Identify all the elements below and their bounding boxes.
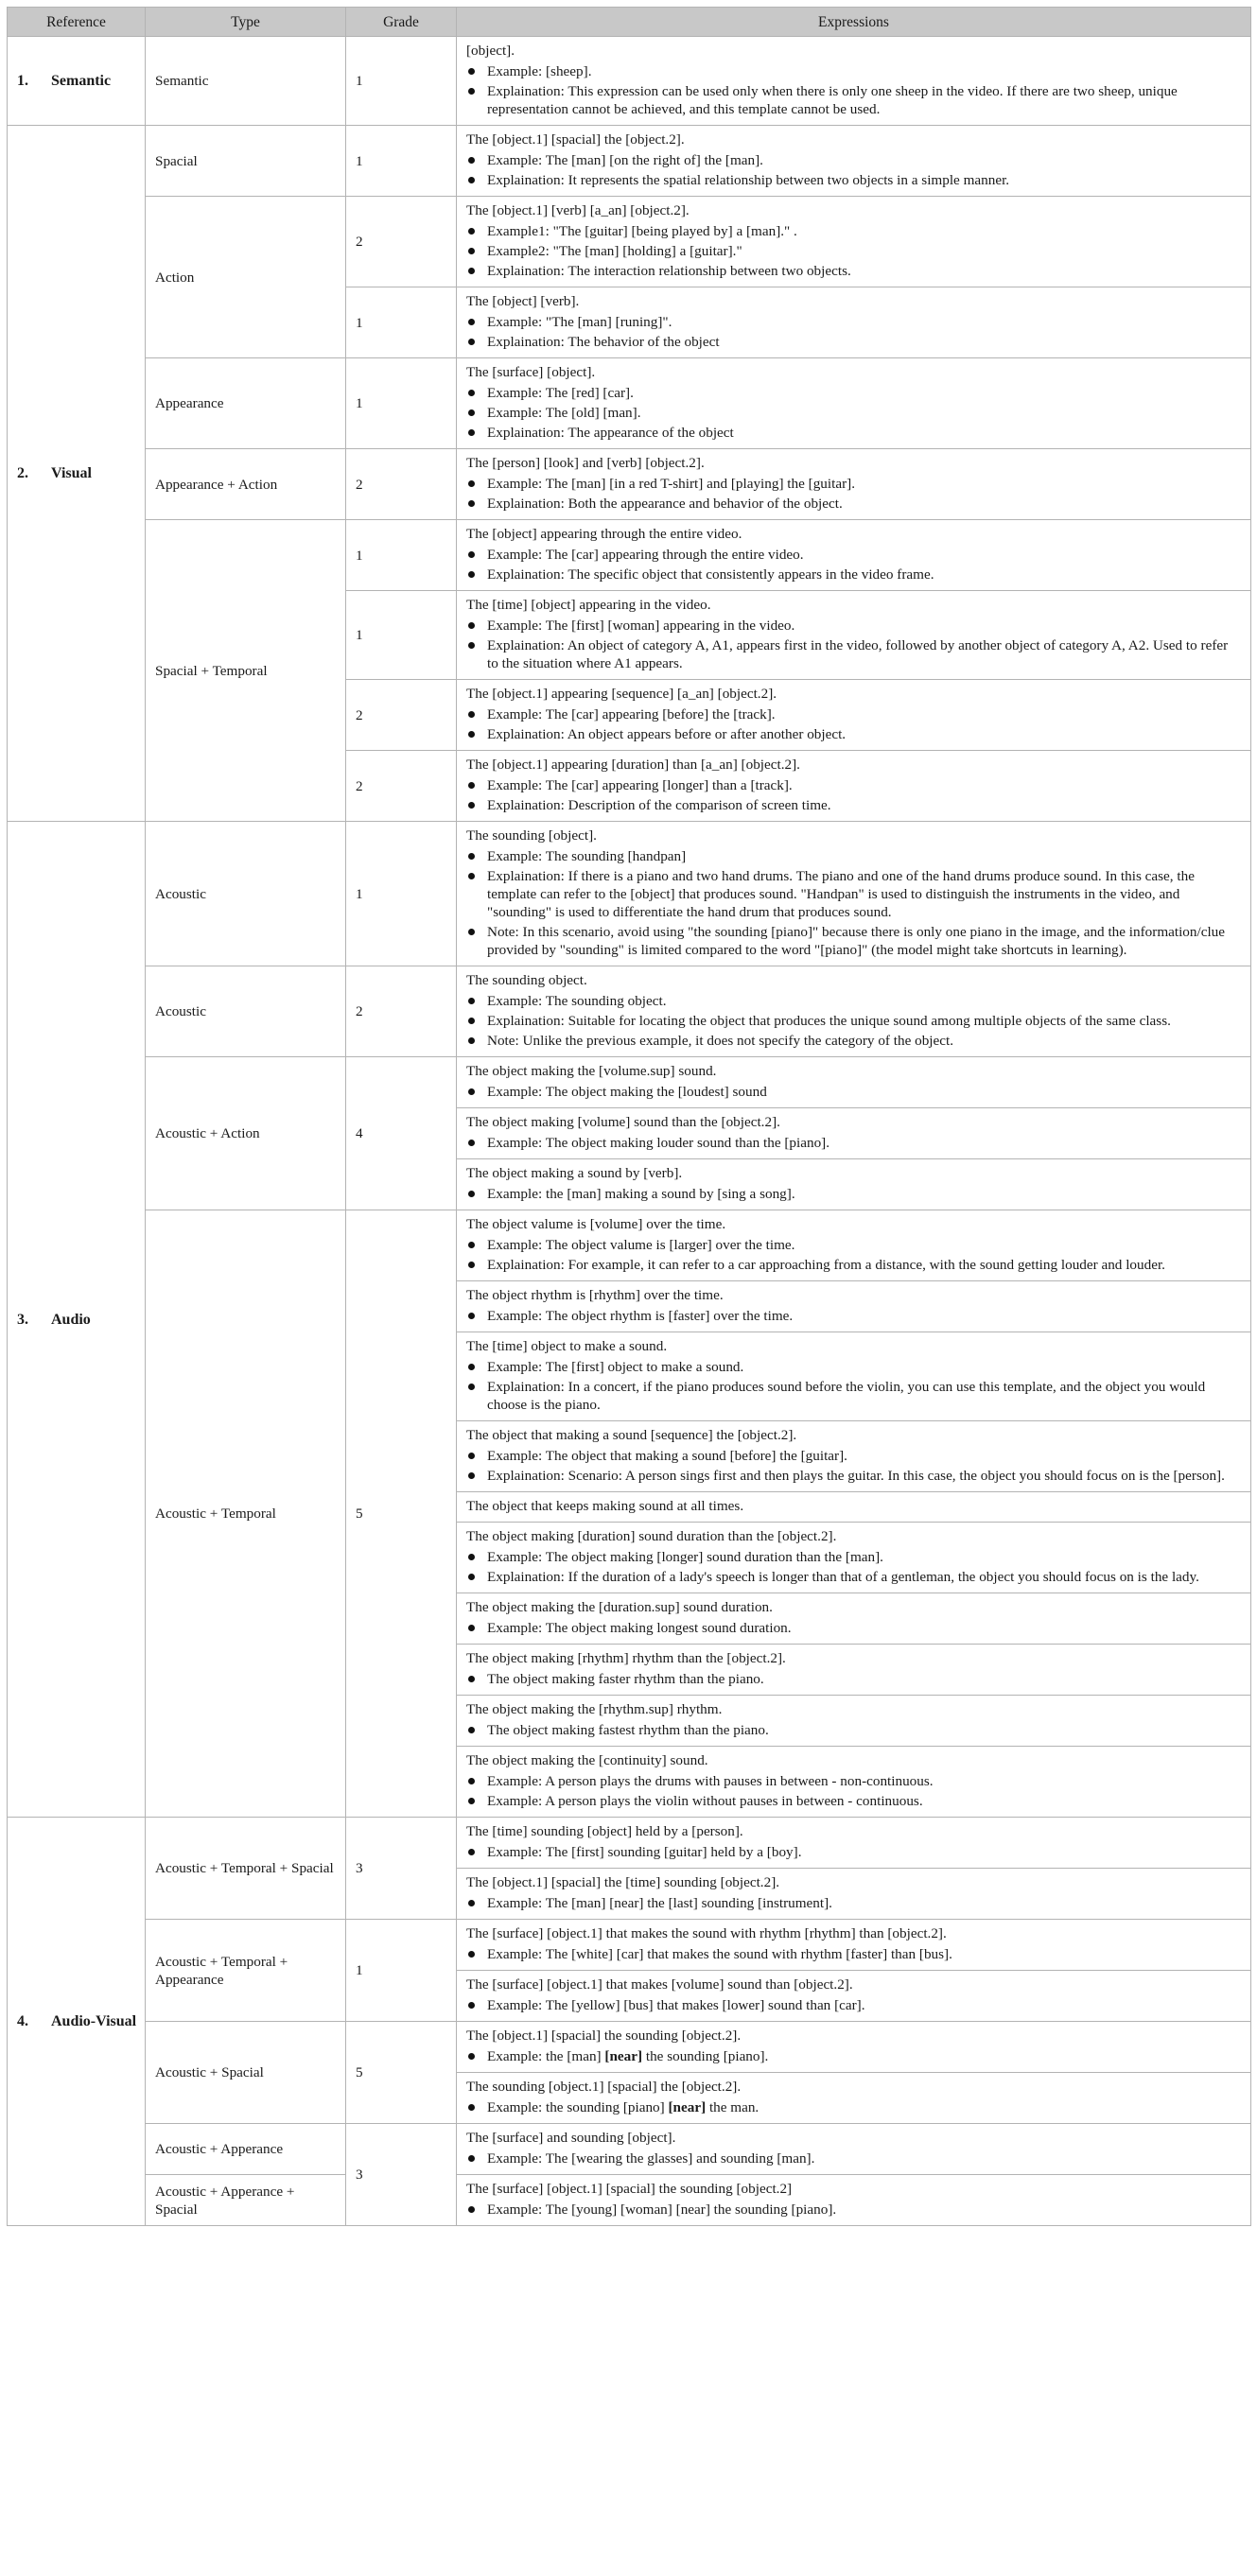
expression-cell [457,2175,1251,2226]
reference-number: 1. [17,73,28,89]
table-row [8,2022,1251,2073]
expression-cell [457,197,1251,287]
expression-template: The [object.1] [verb] [a_an] [object.2]. [466,202,690,218]
expression-items [466,992,1241,1050]
expression-items [466,2047,1241,2065]
expression-items [466,2098,1241,2116]
expression-items [466,1447,1241,1485]
grade-cell: 2 [346,680,457,751]
header-type: Type [146,8,346,37]
type-cell: Appearance + Action [146,449,346,520]
expression-item: Explaination: It represents the spatial relationship between two objects in a simple manner. [466,171,1241,189]
expression-item: Explaination: The appearance of the object [466,424,1241,442]
expression-cell [457,1696,1251,1747]
type-cell: Acoustic + Spacial [146,2022,346,2124]
expression-item [466,2047,1241,2065]
expression-item: Explaination: Description of the comparison of screen time. [466,796,1241,814]
expression-item: Example: The object making [longer] sound duration than the [man]. [466,1548,1241,1566]
expression-items [466,847,1241,959]
grade-cell: 1 [346,520,457,591]
type-cell: Acoustic + Apperance + Spacial [146,2175,346,2226]
expression-item: Example: The [car] appearing [before] the [track]. [466,705,1241,723]
reference-number: 4. [17,2013,28,2029]
expression-item: Explaination: The interaction relationship between two objects. [466,262,1241,280]
expression-template: The sounding [object.1] [spacial] the [object.2]. [466,2079,742,2095]
table-row [8,2175,1251,2226]
table-row [8,1057,1251,1108]
expression-cell [457,2022,1251,2073]
expression-item: Example2: "The [man] [holding] a [guitar]." [466,242,1241,260]
expression-template: The sounding [object]. [466,827,597,844]
expression-item: Example: The [man] [in a red T-shirt] and [playing] the [guitar]. [466,475,1241,493]
table-body [8,37,1251,2226]
expression-template: The object that making a sound [sequence] the [object.2]. [466,1427,797,1443]
expression-item: Example: The [old] [man]. [466,404,1241,422]
expression-cell [457,287,1251,358]
expression-template: The object making the [volume.sup] sound. [466,1063,717,1079]
expression-template: The [time] sounding [object] held by a [person]. [466,1823,743,1839]
expression-template: The [object.1] appearing [sequence] [a_an] [object.2]. [466,686,777,702]
grade-cell: 4 [346,1057,457,1210]
expression-template: The [surface] [object.1] that makes [volume] sound than [object.2]. [466,1976,853,1993]
expression-template: The object making [rhythm] rhythm than the [object.2]. [466,1650,786,1666]
expression-item: Explaination: Scenario: A person sings first and then plays the guitar. In this case, the object you should focus on is the [person]. [466,1467,1241,1485]
table-row [8,966,1251,1057]
expression-cell [457,1971,1251,2022]
expression-cell [457,126,1251,197]
expression-item: Example: [sheep]. [466,62,1241,80]
expression-cell [457,1747,1251,1818]
expression-template: The [object] [verb]. [466,293,580,309]
type-cell: Acoustic + Action [146,1057,346,1210]
expression-items [466,1670,1241,1688]
expression-items [466,1843,1241,1861]
table-row [8,1920,1251,1971]
type-cell: Action [146,197,346,358]
expression-cell [457,2124,1251,2175]
expression-item: Explaination: If the duration of a lady's speech is longer than that of a gentleman, the object you should focus on is the lady. [466,1568,1241,1586]
expression-cell [457,1057,1251,1108]
table-row [8,37,1251,126]
expression-template: The object making [duration] sound duration than the [object.2]. [466,1528,837,1544]
expression-cell [457,822,1251,966]
expression-template: The object that keeps making sound at all times. [466,1498,744,1514]
expression-item: Example: The [man] [near] the [last] sounding [instrument]. [466,1894,1241,1912]
expression-cell [457,1159,1251,1210]
expression-item: Example1: "The [guitar] [being played by] a [man]." . [466,222,1241,240]
expression-template: The [object.1] [spacial] the [time] sounding [object.2]. [466,1874,780,1890]
reference-cell [8,126,146,822]
expression-cell [457,966,1251,1057]
reference-label: Audio-Visual [51,2013,137,2029]
grade-cell: 2 [346,197,457,287]
expression-item: Explaination: The specific object that consistently appears in the video frame. [466,566,1241,583]
expression-items [466,1945,1241,1963]
expression-cell [457,1869,1251,1920]
expression-template: The [person] [look] and [verb] [object.2]. [466,455,705,471]
type-cell: Appearance [146,358,346,449]
expression-item: Note: In this scenario, avoid using "the sounding [piano]" because there is only one piano in the image, and the information/clue provided by "sounding" is limited compared to the word "[piano]" (the model might take shortcuts in learning). [466,923,1241,959]
expression-items [466,1134,1241,1152]
grade-cell: 1 [346,358,457,449]
expression-items [466,1185,1241,1203]
table-row [8,822,1251,966]
expression-template: The [surface] [object.1] [spacial] the sounding [object.2] [466,2181,793,2197]
table-row [8,449,1251,520]
expression-items [466,1548,1241,1586]
expression-item: Example: The [white] [car] that makes the sound with rhythm [faster] than [bus]. [466,1945,1241,1963]
table-row [8,1210,1251,1281]
expression-template: The object rhythm is [rhythm] over the time. [466,1287,724,1303]
expression-template: The object making [volume] sound than the [object.2]. [466,1114,780,1130]
expression-item: Example: The object valume is [larger] over the time. [466,1236,1241,1254]
reference-cell [8,1818,146,2226]
expression-template: The [object] appearing through the entire video. [466,526,742,542]
type-cell: Acoustic + Apperance [146,2124,346,2175]
expression-template: The object valume is [volume] over the time. [466,1216,726,1232]
table-row [8,1818,1251,1869]
item-text: Example: the sounding [piano] [487,2099,669,2115]
item-bold-text: [near] [668,2099,707,2115]
expression-item: Example: The [first] object to make a sound. [466,1358,1241,1376]
expression-item: Explaination: An object appears before or after another object. [466,725,1241,743]
expression-item: Example: The sounding object. [466,992,1241,1010]
grade-cell: 1 [346,1920,457,2022]
expression-cell [457,37,1251,126]
expression-template: The [time] object to make a sound. [466,1338,668,1354]
expression-items [466,546,1241,583]
expression-template: The sounding object. [466,972,587,988]
expression-cell [457,1818,1251,1869]
grade-cell: 1 [346,822,457,966]
expression-items [466,1307,1241,1325]
expression-item: Example: "The [man] [runing]". [466,313,1241,331]
expression-item: Note: Unlike the previous example, it does not specify the category of the object. [466,1032,1241,1050]
expression-items [466,1236,1241,1274]
expression-cell [457,1210,1251,1281]
expression-item: The object making fastest rhythm than the piano. [466,1721,1241,1739]
expression-items [466,1721,1241,1739]
type-cell: Acoustic + Temporal [146,1210,346,1818]
expression-template-table-container [7,7,1250,2226]
table-row [8,520,1251,591]
grade-cell: 5 [346,2022,457,2124]
expression-cell [457,449,1251,520]
expression-item: Example: The [car] appearing [longer] than a [track]. [466,776,1241,794]
expression-template: The [surface] [object]. [466,364,596,380]
expression-template: [object]. [466,43,515,59]
expression-item: Example: the [man] making a sound by [sing a song]. [466,1185,1241,1203]
expression-item: Example: The sounding [handpan] [466,847,1241,865]
reference-label: Visual [51,465,92,481]
expression-item: Example: The [man] [on the right of] the [man]. [466,151,1241,169]
expression-items [466,62,1241,118]
reference-number: 2. [17,465,28,481]
expression-cell [457,1645,1251,1696]
expression-template-table [7,7,1251,2226]
expression-items [466,384,1241,442]
type-cell: Acoustic [146,822,346,966]
expression-item: Example: The [red] [car]. [466,384,1241,402]
expression-item: Explaination: If there is a piano and two hand drums. The piano and one of the hand drums produce sound. In this case, the template can refer to the [object] that produces sound. "Handpan" is used to distinguish the instruments in the video, and "sounding" is used to differentiate the hand drum that produces sound. [466,867,1241,921]
header-grade: Grade [346,8,457,37]
expression-cell [457,2073,1251,2124]
expression-template: The object making a sound by [verb]. [466,1165,683,1181]
item-bold-text: [near] [604,2048,643,2064]
expression-item: Example: The [wearing the glasses] and sounding [man]. [466,2150,1241,2167]
table-row [8,126,1251,197]
expression-cell [457,1332,1251,1421]
type-cell: Spacial [146,126,346,197]
expression-item: The object making faster rhythm than the piano. [466,1670,1241,1688]
expression-items [466,222,1241,280]
expression-item: Example: The object making longest sound duration. [466,1619,1241,1637]
table-row [8,197,1251,287]
expression-cell [457,1593,1251,1645]
expression-item: Example: The object that making a sound [before] the [guitar]. [466,1447,1241,1465]
table-row [8,358,1251,449]
expression-cell [457,358,1251,449]
type-cell: Spacial + Temporal [146,520,346,822]
expression-item [466,2098,1241,2116]
header-reference: Reference [8,8,146,37]
expression-cell [457,1920,1251,1971]
expression-items [466,1772,1241,1810]
grade-cell: 2 [346,966,457,1057]
reference-label: Audio [51,1311,91,1328]
header-expressions: Expressions [457,8,1251,37]
expression-template: The [object.1] appearing [duration] than [a_an] [object.2]. [466,757,800,773]
expression-item: Explaination: Suitable for locating the object that produces the unique sound among multiple objects of the same class. [466,1012,1241,1030]
expression-item: Explaination: The behavior of the object [466,333,1241,351]
expression-cell [457,1523,1251,1593]
expression-item: Example: The object making the [loudest] sound [466,1083,1241,1101]
expression-item: Explaination: This expression can be used only when there is only one sheep in the video. If there are two sheep, unique representation cannot be achieved, and this template cannot be used. [466,82,1241,118]
expression-template: The [object.1] [spacial] the sounding [object.2]. [466,2028,742,2044]
expression-item: Example: A person plays the violin without pauses in between - continuous. [466,1792,1241,1810]
reference-cell [8,822,146,1818]
grade-cell: 5 [346,1210,457,1818]
expression-items [466,776,1241,814]
expression-cell [457,520,1251,591]
expression-items [466,313,1241,351]
expression-item: Example: The object making louder sound than the [piano]. [466,1134,1241,1152]
expression-items [466,1996,1241,2014]
reference-cell [8,37,146,126]
expression-item: Example: The object rhythm is [faster] over the time. [466,1307,1241,1325]
expression-cell [457,680,1251,751]
grade-cell: 1 [346,591,457,680]
expression-items [466,1358,1241,1414]
type-cell: Acoustic + Temporal + Spacial [146,1818,346,1920]
expression-items [466,2150,1241,2167]
reference-number: 3. [17,1311,28,1328]
expression-template: The object making the [continuity] sound. [466,1752,708,1768]
grade-cell: 3 [346,2124,457,2226]
expression-item: Explaination: For example, it can refer to a car approaching from a distance, with the sound getting louder and louder. [466,1256,1241,1274]
expression-cell [457,591,1251,680]
item-text: the sounding [piano]. [642,2048,769,2064]
expression-items [466,1083,1241,1101]
expression-item: Example: A person plays the drums with pauses in between - non-continuous. [466,1772,1241,1790]
item-text: the man. [706,2099,759,2115]
header-row [8,8,1251,37]
grade-cell: 2 [346,449,457,520]
expression-item: Example: The [yellow] [bus] that makes [lower] sound than [car]. [466,1996,1241,2014]
item-text: Example: the [man] [487,2048,605,2064]
expression-items [466,617,1241,672]
grade-cell: 2 [346,751,457,822]
grade-cell: 1 [346,287,457,358]
expression-template: The object making the [duration.sup] sound duration. [466,1599,773,1615]
expression-items [466,705,1241,743]
expression-item: Example: The [first] sounding [guitar] held by a [boy]. [466,1843,1241,1861]
expression-item: Example: The [first] [woman] appearing in the video. [466,617,1241,635]
expression-item: Explaination: An object of category A, A1, appears first in the video, followed by another object of category A, A2. Used to refer to the situation where A1 appears. [466,636,1241,672]
reference-label: Semantic [51,73,112,89]
expression-item: Explaination: Both the appearance and behavior of the object. [466,495,1241,513]
expression-template: The object making the [rhythm.sup] rhythm. [466,1701,723,1717]
expression-items [466,475,1241,513]
grade-cell: 1 [346,126,457,197]
grade-cell: 3 [346,1818,457,1920]
type-cell: Acoustic + Temporal + Appearance [146,1920,346,2022]
expression-item: Example: The [young] [woman] [near] the sounding [piano]. [466,2201,1241,2219]
grade-cell: 1 [346,37,457,126]
expression-cell [457,1108,1251,1159]
expression-items [466,151,1241,189]
type-cell: Semantic [146,37,346,126]
expression-cell [457,1281,1251,1332]
type-cell: Acoustic [146,966,346,1057]
expression-template: The [object.1] [spacial] the [object.2]. [466,131,685,148]
expression-template: The [surface] [object.1] that makes the sound with rhythm [rhythm] than [object.2]. [466,1925,947,1941]
expression-item: Example: The [car] appearing through the entire video. [466,546,1241,564]
expression-template: The [time] [object] appearing in the video. [466,597,711,613]
expression-cell [457,751,1251,822]
expression-items [466,1619,1241,1637]
expression-items [466,1894,1241,1912]
table-row [8,2124,1251,2175]
expression-item: Explaination: In a concert, if the piano produces sound before the violin, you can use this template, and the object you would choose is the piano. [466,1378,1241,1414]
expression-template: The [surface] and sounding [object]. [466,2130,676,2146]
expression-cell [457,1492,1251,1523]
expression-cell [457,1421,1251,1492]
expression-items [466,2201,1241,2219]
